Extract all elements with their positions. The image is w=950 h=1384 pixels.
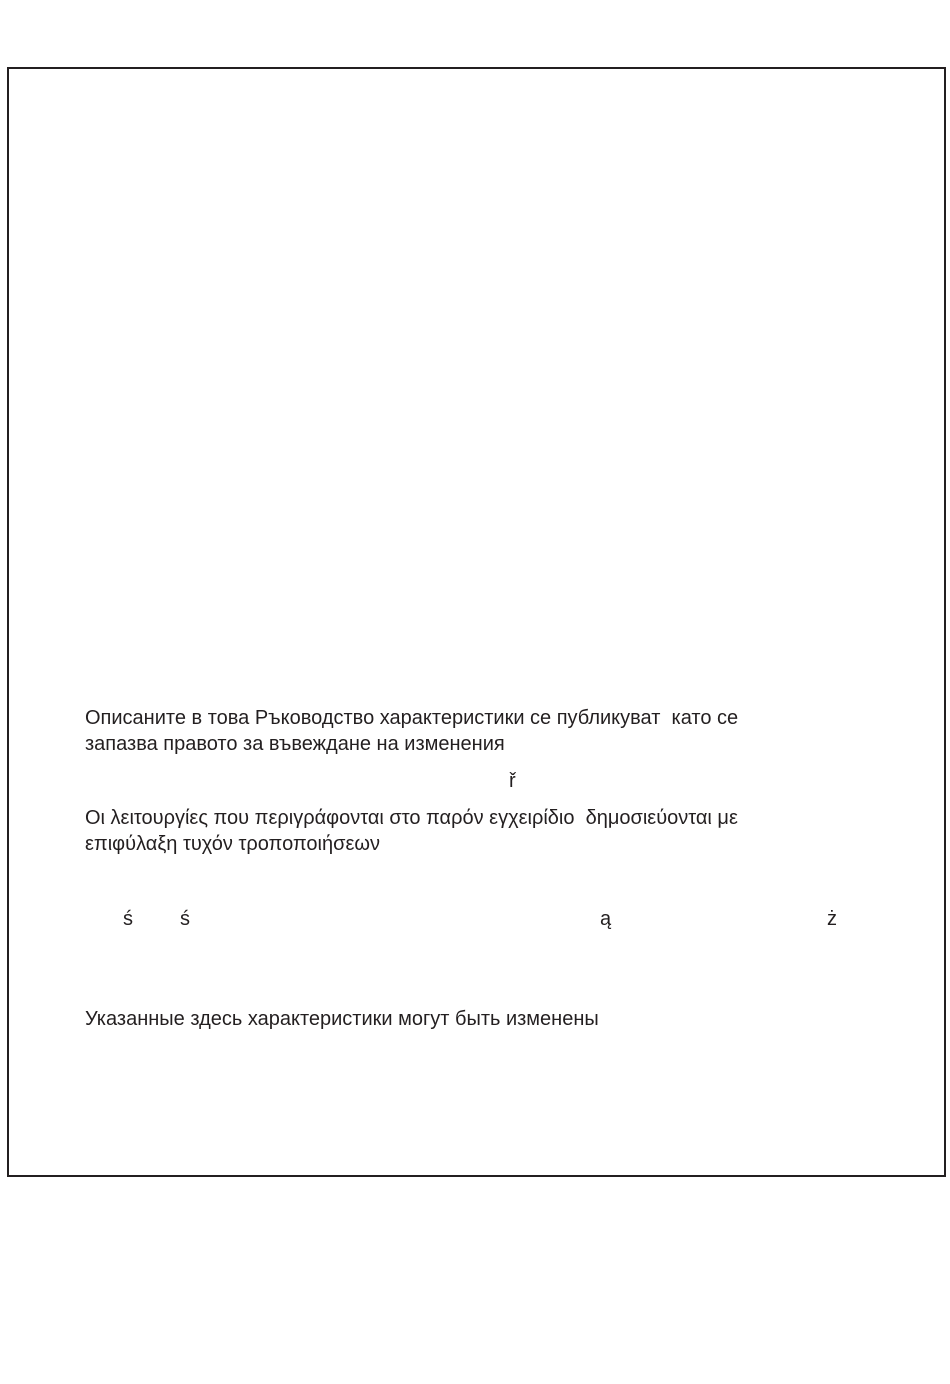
notice-russian: Указанные здесь характеристики могут быть изменены [85, 1008, 599, 1030]
notice-bulgarian [85, 705, 738, 757]
notice-greek-line1: Οι λειτουργίες που περιγράφονται στο παρόν εγχειρίδιο δημοσιεύονται με [85, 807, 738, 829]
stray-character-s2: ś [180, 908, 190, 930]
notice-bulgarian-line1: Описаните в това Ръководство характеристики се публикуват като се [85, 707, 739, 729]
stray-character-z: ż [827, 908, 837, 930]
stray-character-a: ą [600, 908, 612, 930]
notice-greek-line2: επιφύλαξη τυχόν τροποποιήσεων [85, 833, 380, 855]
notice-bulgarian-line2: запазва правото за въвеждане на изменения [85, 733, 505, 755]
stray-character-s1: ś [123, 908, 133, 930]
notice-greek [85, 805, 738, 857]
stray-character-r: ř [509, 770, 516, 792]
